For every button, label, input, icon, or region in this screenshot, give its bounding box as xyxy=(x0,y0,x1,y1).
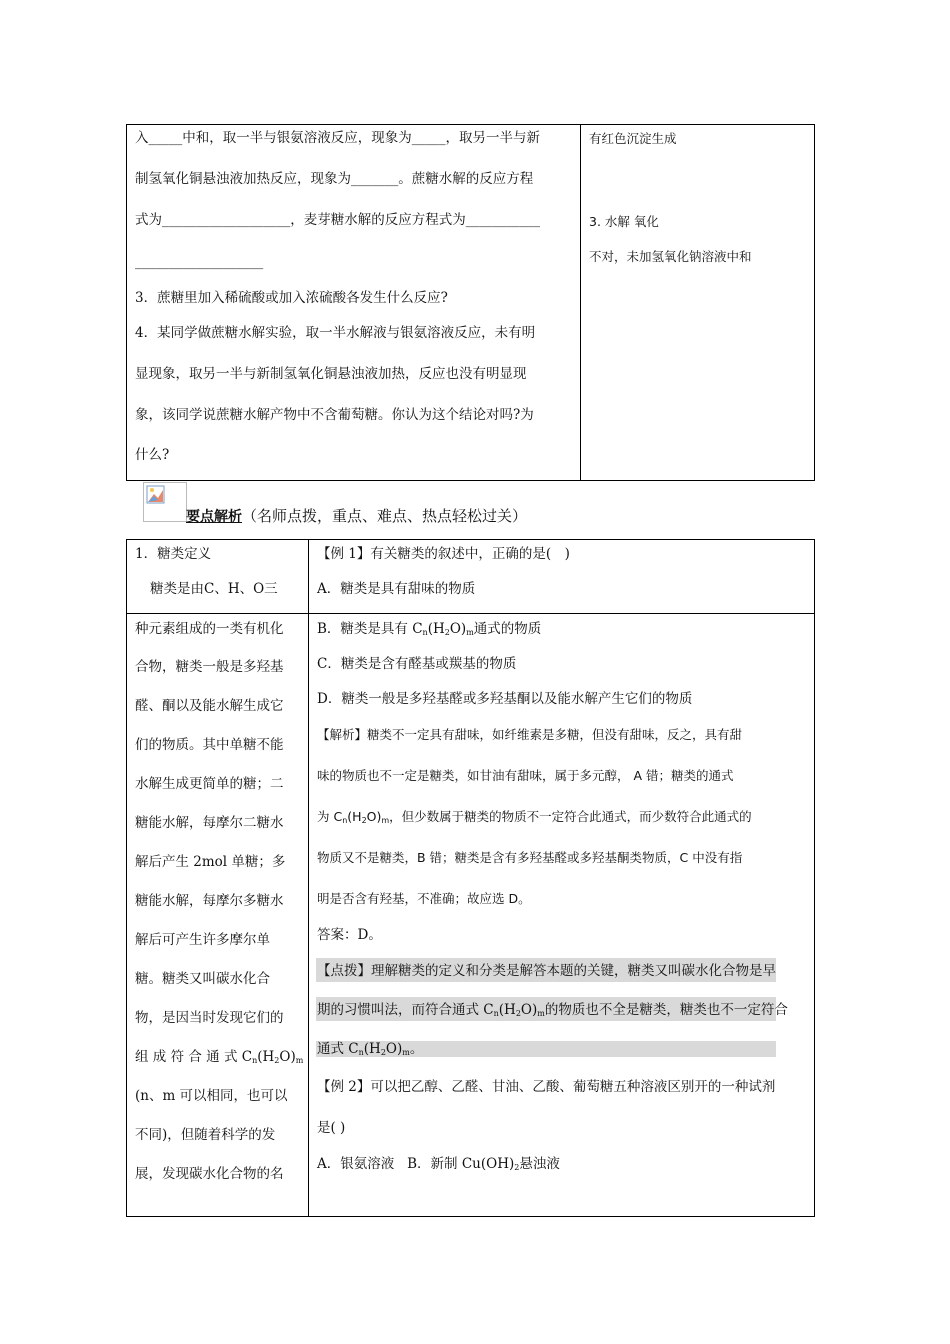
section-heading xyxy=(186,505,527,526)
definition-line: (n、m 可以相同，也可以 xyxy=(135,1088,288,1104)
definition-line: 们的物质。其中单糖不能 xyxy=(135,737,284,753)
definition-line: 解后可产生许多摩尔单 xyxy=(135,932,270,948)
section-heading-subtitle: （名师点拨，重点、难点、热点轻松过关） xyxy=(242,507,528,525)
table1-left-line: 什么? xyxy=(135,447,170,463)
example1-option-a: A．糖类是具有甜味的物质 xyxy=(317,581,476,597)
example2-title-cont: 是( ) xyxy=(317,1120,346,1136)
table1-left-line: 3．蔗糖里加入稀硫酸或加入浓硫酸各发生什么反应? xyxy=(135,290,448,306)
table1-right-line: 有红色沉淀生成 xyxy=(589,131,677,146)
analysis-line: 为 $C_n(H_2O)_m$，但少数属于糖类的物质不一定符合此通式，而少数符合此通式的 xyxy=(317,809,752,825)
table1-left-line: 制氢氧化铜悬浊液加热反应，现象为_______。蔗糖水解的反应方程 xyxy=(135,171,534,187)
definition-line: 不同)，但随着科学的发 xyxy=(135,1127,276,1143)
table1-left-line: 入_____中和，取一半与银氨溶液反应，现象为_____，取另一半与新 xyxy=(135,130,540,146)
example2-option-b: B．新制 $Cu(OH)_2$悬浊液 xyxy=(407,1156,560,1172)
table1-left-line: 显现象，取另一半与新制氢氧化铜悬浊液加热，反应也没有明显现 xyxy=(135,366,527,382)
example1-option-b: B．糖类是具有 $C_n(H_2O)_m$通式的物质 xyxy=(317,621,542,637)
broken-image-icon xyxy=(143,482,187,522)
definition-line: 水解生成更简单的糖；二 xyxy=(135,776,284,792)
section-heading-strong: 要点解析 xyxy=(186,509,242,525)
definition-title: 1．糖类定义 xyxy=(135,546,212,562)
definition-line: 物，是因当时发现它们的 xyxy=(135,1010,284,1026)
analysis-line: 物质又不是糖类，B 错；糖类是含有多羟基醛或多羟基酮类物质，C 中没有指 xyxy=(317,850,743,865)
tip-line: 期的习惯叫法，而符合通式 $C_n(H_2O)_m$的物质也不全是糖类，糖类也不一定符合 xyxy=(317,1002,788,1018)
table1-left-line: 象，该同学说蔗糖水解产物中不含葡萄糖。你认为这个结论对吗?为 xyxy=(135,407,534,423)
example1-option-d: D．糖类一般是多羟基醛或多羟基酮以及能水解产生它们的物质 xyxy=(317,691,693,707)
table1-left-line: 4．某同学做蔗糖水解实验，取一半水解液与银氨溶液反应，未有明 xyxy=(135,325,536,341)
example1-title: 【例 1】有关糖类的叙述中，正确的是( ) xyxy=(317,546,570,562)
definition-line: 展，发现碳水化合物的名 xyxy=(135,1166,284,1182)
example2-title: 【例 2】可以把乙醇、乙醛、甘油、乙酸、葡萄糖五种溶液区别开的一种试剂 xyxy=(317,1079,776,1095)
definition-line: 解后产生 2mol 单糖；多 xyxy=(135,854,286,870)
definition-line: 糖能水解，每摩尔二糖水 xyxy=(135,815,284,831)
example1-answer: 答案：D。 xyxy=(317,927,382,943)
definition-formula-line: 组 成 符 合 通 式 $C_n(H_2O)_m$ xyxy=(135,1049,304,1065)
table1-right-line: 3. 水解 氧化 xyxy=(589,214,659,229)
definition-line: 种元素组成的一类有机化 xyxy=(135,621,284,637)
analysis-line: 明是否含有羟基，不准确；故应选 D。 xyxy=(317,891,531,906)
definition-line: 糖类是由C、H、O三 xyxy=(150,581,278,597)
definition-line: 合物，糖类一般是多羟基 xyxy=(135,659,284,675)
tip-line: 通式 $C_n(H_2O)_m$。 xyxy=(317,1041,424,1057)
definition-line: 糖。糖类又叫碳水化合 xyxy=(135,971,270,987)
definition-line: 糖能水解，每摩尔多糖水 xyxy=(135,893,284,909)
table1-left-line: 式为___________________，麦芽糖水解的反应方程式为___________ xyxy=(135,212,540,228)
tip-line: 【点拨】理解糖类的定义和分类是解答本题的关键，糖类又叫碳水化合物是早 xyxy=(317,963,776,979)
example2-option-a: A．银氨溶液 xyxy=(317,1156,395,1172)
analysis-line: 【解析】糖类不一定具有甜味，如纤维素是多糖，但没有甜味，反之，具有甜 xyxy=(317,727,743,742)
analysis-line: 味的物质也不一定是糖类，如甘油有甜味，属于多元醇， A 错；糖类的通式 xyxy=(317,768,734,783)
table1-right-line: 不对，未加氢氧化钠溶液中和 xyxy=(589,249,752,264)
definition-line: 醛、酮以及能水解生成它 xyxy=(135,698,284,714)
table1-left-line: ___________________ xyxy=(135,254,264,270)
example2-options xyxy=(317,1155,560,1173)
example1-option-c: C．糖类是含有醛基或羰基的物质 xyxy=(317,656,517,672)
